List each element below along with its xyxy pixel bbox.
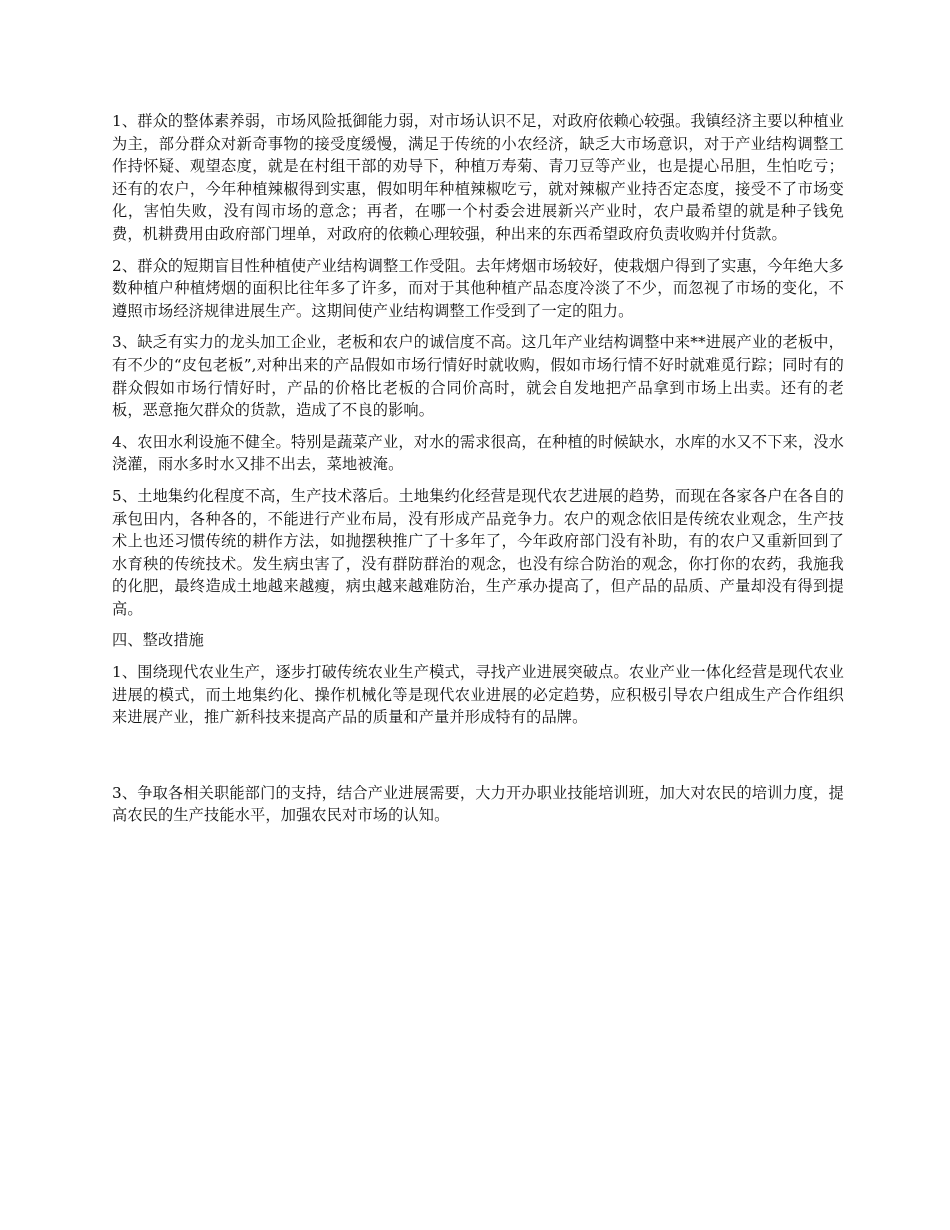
measure-paragraph-3: 3、争取各相关职能部门的支持，结合产业进展需要，大力开办职业技能培训班，加大对农民的培训力度，提高农民的生产技能水平，加强农民对市场的认知。 <box>112 783 844 825</box>
measure-paragraph-1: 1、围绕现代农业生产，逐步打破传统农业生产模式，寻找产业进展突破点。农业产业一体化经营是现代农业进展的模式，而土地集约化、操作机械化等是现代农业进展的必定趋势，应积极引导农户组成生产合作组织来进展产业，推广新科技来提高产品的质量和产量并形成特有的品牌。 <box>112 663 844 727</box>
blank-gap <box>112 738 844 782</box>
problem-paragraph-1: 1、群众的整体素养弱，市场风险抵御能力弱，对市场认识不足，对政府依赖心较强。我镇经济主要以种植业为主，部分群众对新奇事物的接受度缓慢，满足于传统的小农经济，缺乏大市场意识，对于产业结构调整工作持怀疑、观望态度，就是在村组干部的劝导下，种植万寿菊、青刀豆等产业，也是提心吊胆，生怕吃亏；还有的农户，今年种植辣椒得到实惠，假如明年种植辣椒吃亏，就对辣椒产业持否定态度，接受不了市场变化，害怕失败，没有闯市场的意念；再者，在哪一个村委会进展新兴产业时，农户最希望的就是种子钱免费，机耕费用由政府部门埋单，对政府的依赖心理较强，种出来的东西希望政府负责收购并付货款。 <box>112 112 844 243</box>
problem-paragraph-2: 2、群众的短期盲目性种植使产业结构调整工作受阻。去年烤烟市场较好，使栽烟户得到了实惠，今年绝大多数种植户种植烤烟的面积比往年多了许多，而对于其他种植产品态度冷淡了不少，而忽视了市场的变化，不遵照市场经济规律进展生产。这期间使产业结构调整工作受到了一定的阻力。 <box>112 256 844 320</box>
problem-paragraph-3: 3、缺乏有实力的龙头加工企业，老板和农户的诚信度不高。这几年产业结构调整中来**进展产业的老板中，有不少的“皮包老板”,对种出来的产品假如市场行情好时就收购，假如市场行情不好时就难觅行踪；同时有的群众假如市场行情好时，产品的价格比老板的合同价高时，就会自发地把产品拿到市场上出卖。还有的老板，恶意拖欠群众的货款，造成了不良的影响。 <box>112 333 844 420</box>
document-page <box>112 110 844 836</box>
problem-paragraph-4: 4、农田水利设施不健全。特别是蔬菜产业，对水的需求很高，在种植的时候缺水，水库的水又不下来，没水浇灌，雨水多时水又排不出去，菜地被淹。 <box>112 432 844 474</box>
problem-paragraph-5: 5、土地集约化程度不高，生产技术落后。土地集约化经营是现代农艺进展的趋势，而现在各家各户在各自的承包田内，各种各的，不能进行产业布局，没有形成产品竞争力。农户的观念依旧是传统农业观念，生产技术上也还习惯传统的耕作方法，如抛摆秧推广了十多年了，今年政府部门没有补助，有的农户又重新回到了水育秧的传统技术。发生病虫害了，没有群防群治的观念，也没有综合防治的观念，你打你的农药，我施我的化肥，最终造成土地越来越瘦，病虫越来越难防治，生产承办提高了，但产品的品质、产量却没有得到提高。 <box>112 486 844 618</box>
section-heading: 四、整改措施 <box>112 631 205 650</box>
